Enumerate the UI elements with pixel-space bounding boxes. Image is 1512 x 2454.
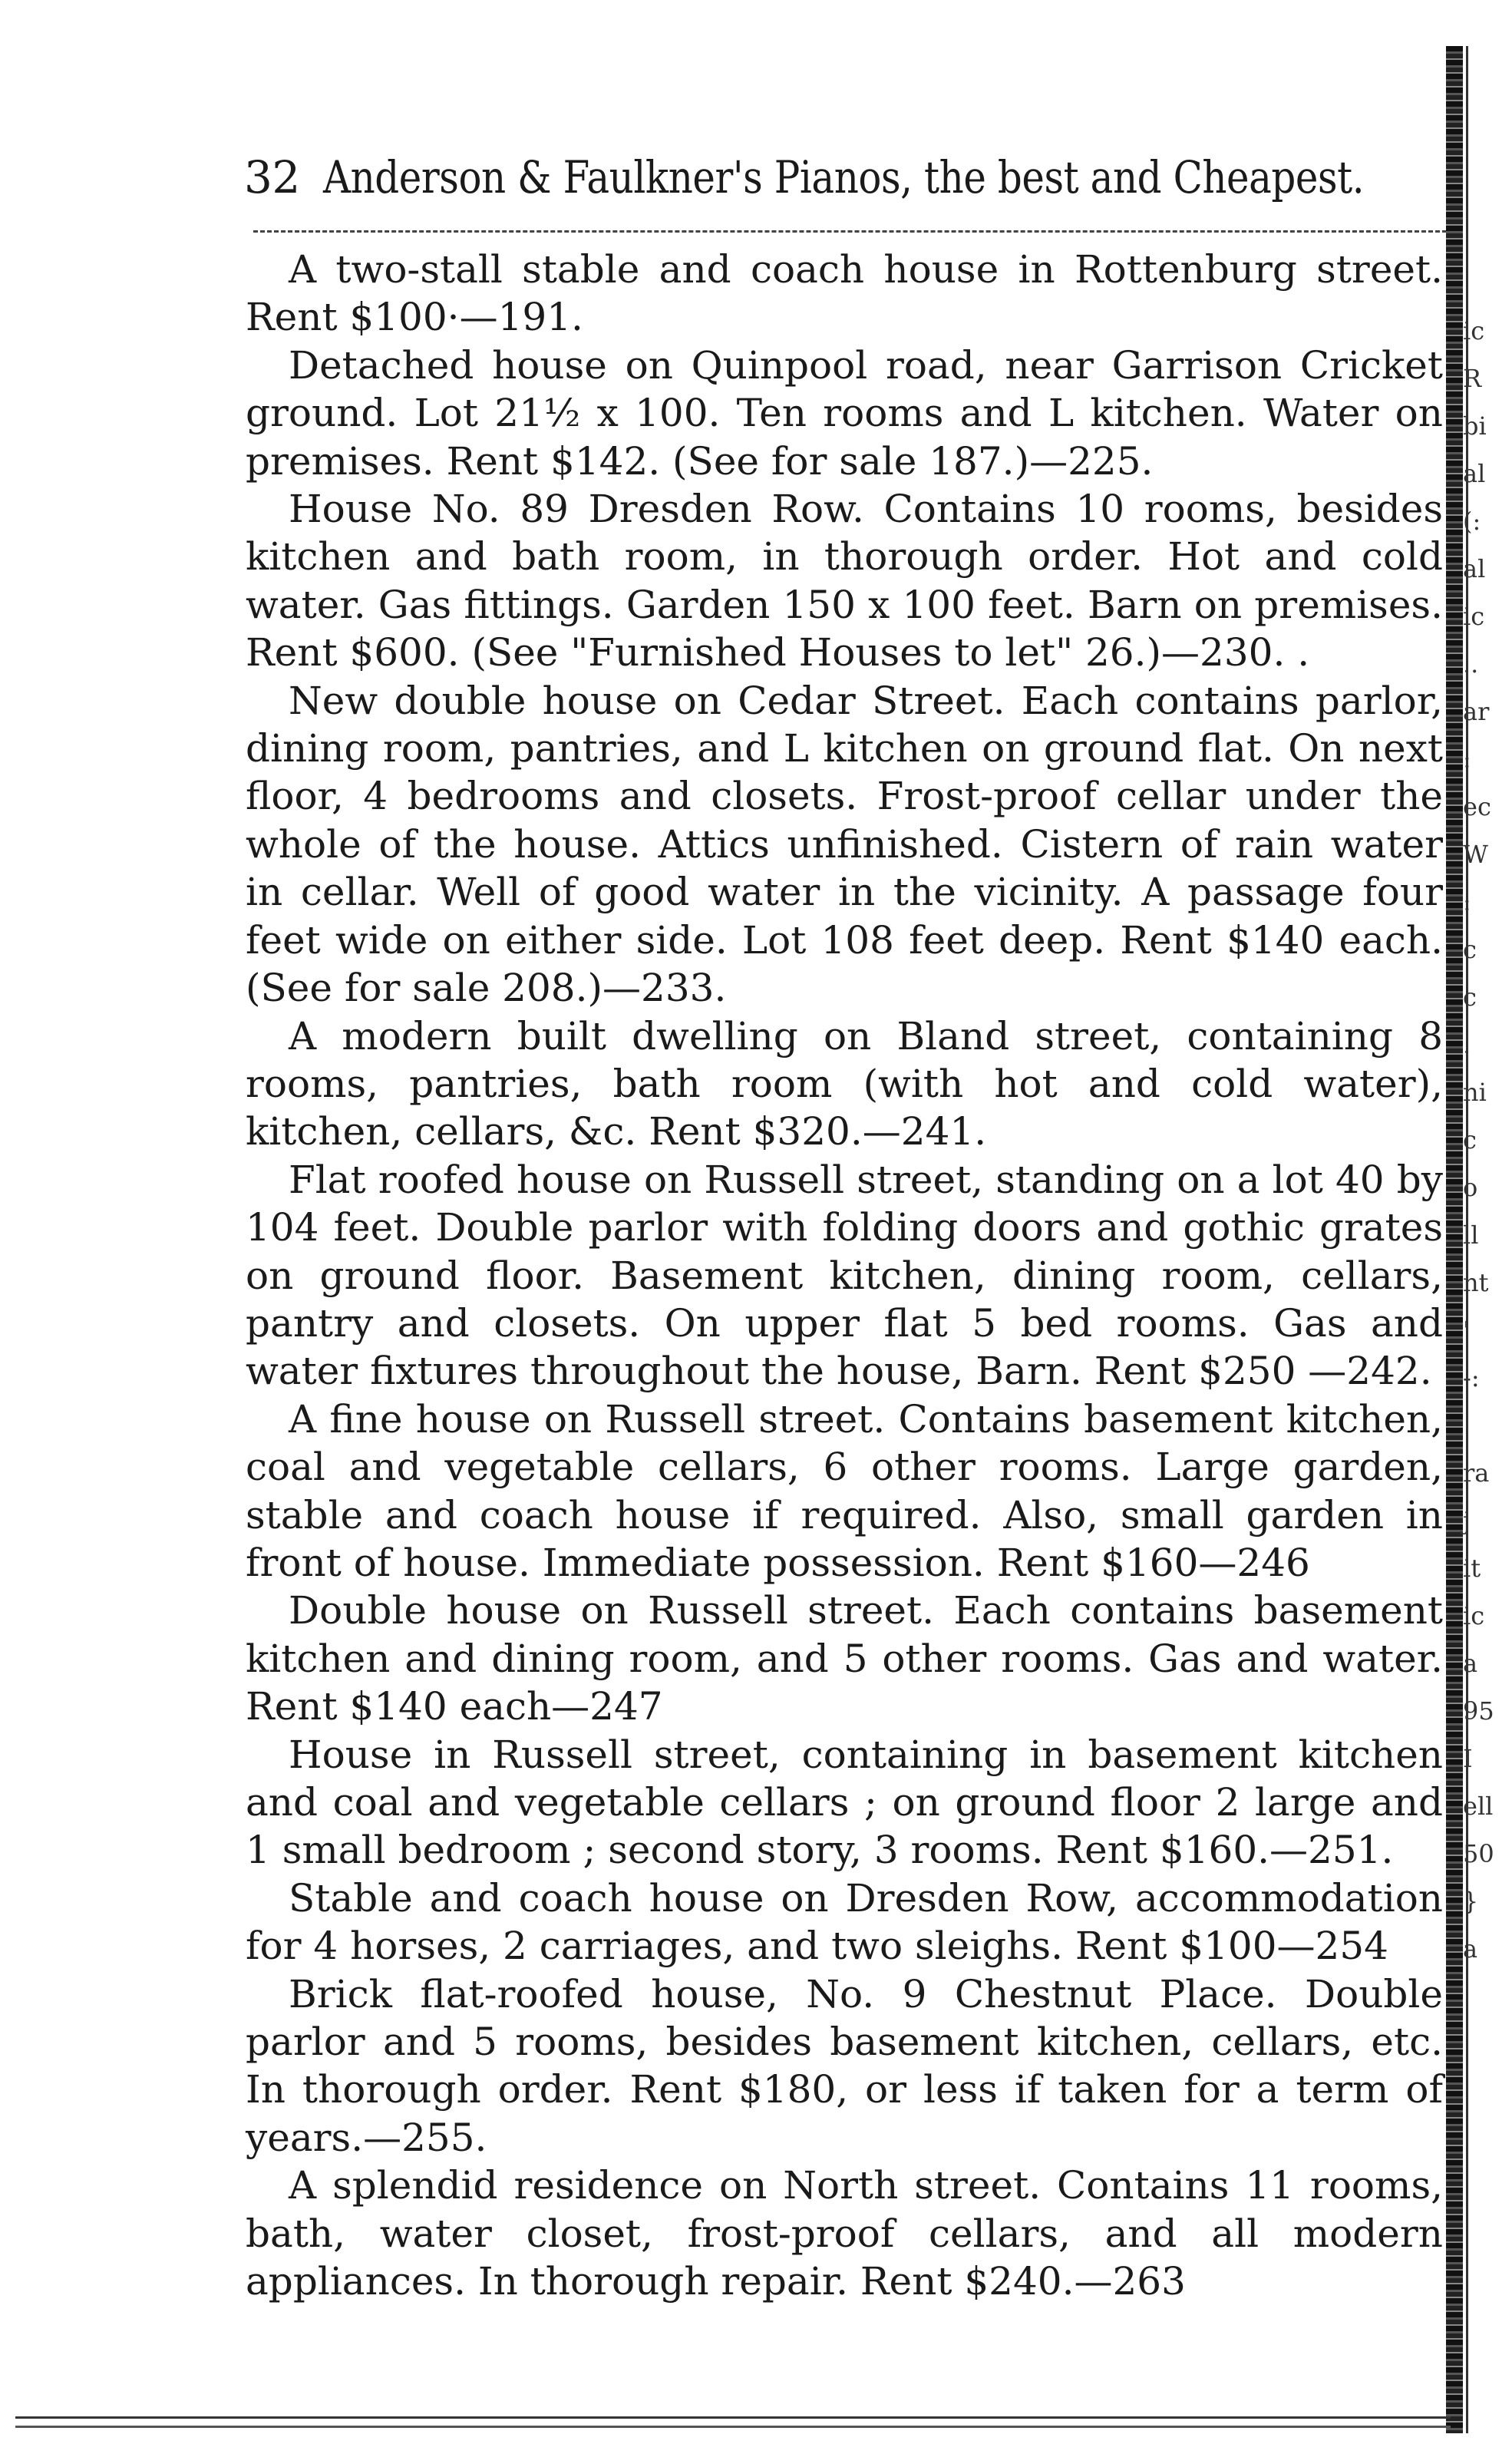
edge-fragment: } xyxy=(1463,1887,1479,1916)
edge-fragment: .. xyxy=(1463,649,1479,679)
running-head-title: Anderson & Faulkner's Pianos, the best and Cheapest. xyxy=(322,151,1365,203)
listing: House No. 89 Dresden Row. Contains 10 rooms, besides kitchen and bath room, in thorough order. Hot and cold water. Gas fittings. Garden 150 x 100 feet. Barn on premises. Rent $600. (See "Furnished Houses to let" 26.)—230. . xyxy=(246,487,1443,675)
listing: A fine house on Russell street. Contains basement kitchen, coal and vegetable cellars, 6 other rooms. Large garden, stable and coach house if required. Also, small garden in front of house. Immediate possession. Rent $160—246 xyxy=(246,1396,1443,1585)
edge-fragment: ell xyxy=(1463,1792,1494,1821)
listing: New double house on Cedar Street. Each contains parlor, dining room, pantries, and L kitchen on ground flat. On next floor, 4 bedrooms and closets. Frost-proof cellar under the whole of the house. Attics unfinished. Cistern of rain water in cellar. Well of good water in the vicinity. A passage four feet wide on either side. Lot 108 feet deep. Rent $140 each. (See for sale 208.)—233. xyxy=(246,678,1443,1011)
edge-fragment: ic xyxy=(1463,1601,1485,1630)
listing: A two-stall stable and coach house in Rottenburg street. Rent $100·—191. xyxy=(246,247,1443,340)
edge-fragment: c xyxy=(1463,983,1477,1012)
edge-fragment: : xyxy=(1463,887,1471,917)
edge-fragment: a xyxy=(1463,1649,1478,1678)
edge-fragment: c xyxy=(1463,935,1477,964)
edge-fragment: -: xyxy=(1463,1363,1480,1392)
edge-fragment: nt xyxy=(1463,1268,1489,1297)
edge-fragment: o xyxy=(1463,1173,1478,1202)
listing: A modern built dwelling on Bland street, containing 8 rooms, pantries, bath room (with hot and cold water), kitchen, cellars, &c. Rent $320.—241. xyxy=(246,1013,1443,1154)
listing: A splendid residence on North street. Contains 11 rooms, bath, water closet, frost-proof cellars, and all modern appliances. In thorough repair. Rent $240.—263 xyxy=(246,2163,1443,2304)
edge-fragment: ra xyxy=(1463,1458,1490,1488)
facing-page-fragments xyxy=(1463,307,1509,1973)
edge-fragment: ar xyxy=(1463,697,1490,726)
listing: Brick flat-roofed house, No. 9 Chestnut Place. Double parlor and 5 rooms, besides basement kitchen, cellars, etc. In thorough order. Rent $180, or less if taken for a term of years.—255. xyxy=(246,1971,1443,2160)
edge-fragment: it xyxy=(1463,1554,1481,1583)
edge-fragment: R xyxy=(1463,364,1482,393)
edge-fragment: ' xyxy=(1463,1316,1470,1345)
header-rule xyxy=(253,230,1447,233)
edge-fragment: j xyxy=(1463,1506,1471,1535)
edge-fragment: c xyxy=(1463,1125,1477,1154)
edge-fragment: ic xyxy=(1463,316,1485,345)
listing: Stable and coach house on Dresden Row, accommodation for 4 horses, 2 carriages, and two sleighs. Rent $100—254 xyxy=(246,1875,1443,1969)
edge-fragment: al xyxy=(1463,554,1486,583)
running-head xyxy=(244,150,1426,204)
page-binding-edge xyxy=(1446,46,1463,2433)
listings-column xyxy=(246,246,1443,2305)
listing: House in Russell street, containing in basement kitchen and coal and vegetable cellars ; on ground floor 2 large and 1 small bedroom ; second story, 3 rooms. Rent $160.—251. xyxy=(246,1732,1443,1873)
edge-fragment: (: xyxy=(1463,507,1481,536)
edge-fragment: 50 xyxy=(1463,1839,1494,1868)
bottom-rule xyxy=(15,2416,1451,2419)
edge-fragment: I xyxy=(1463,1744,1473,1773)
edge-fragment: al xyxy=(1463,459,1486,488)
edge-fragment: W xyxy=(1463,840,1488,869)
listing: Double house on Russell street. Each contains basement kitchen and dining room, and 5 other rooms. Gas and water. Rent $140 each—247 xyxy=(246,1588,1443,1729)
edge-fragment: : xyxy=(1463,745,1471,774)
listing: Flat roofed house on Russell street, standing on a lot 40 by 104 feet. Double parlor with folding doors and gothic grates on ground floor. Basement kitchen, dining room, cellars, pantry and closets. On upper flat 5 bed rooms. Gas and water fixtures throughout the house, Barn. Rent $250 —242. xyxy=(246,1157,1443,1394)
edge-fragment: 95 xyxy=(1463,1696,1494,1726)
edge-fragment: ic xyxy=(1463,602,1485,631)
edge-fragment: ni xyxy=(1463,1078,1487,1107)
page-number: 32 xyxy=(244,151,300,203)
edge-fragment: bi xyxy=(1463,411,1487,441)
edge-fragment xyxy=(1463,1402,1509,1449)
bottom-rule xyxy=(15,2426,1451,2428)
edge-fragment: . xyxy=(1463,1030,1471,1059)
edge-fragment: ll xyxy=(1463,1220,1479,1250)
listing: Detached house on Quinpool road, near Garrison Cricket ground. Lot 21½ x 100. Ten rooms and L kitchen. Water on premises. Rent $142. (See for sale 187.)—225. xyxy=(246,342,1443,484)
edge-fragment: ec xyxy=(1463,792,1491,821)
edge-fragment: a xyxy=(1463,1934,1478,1964)
